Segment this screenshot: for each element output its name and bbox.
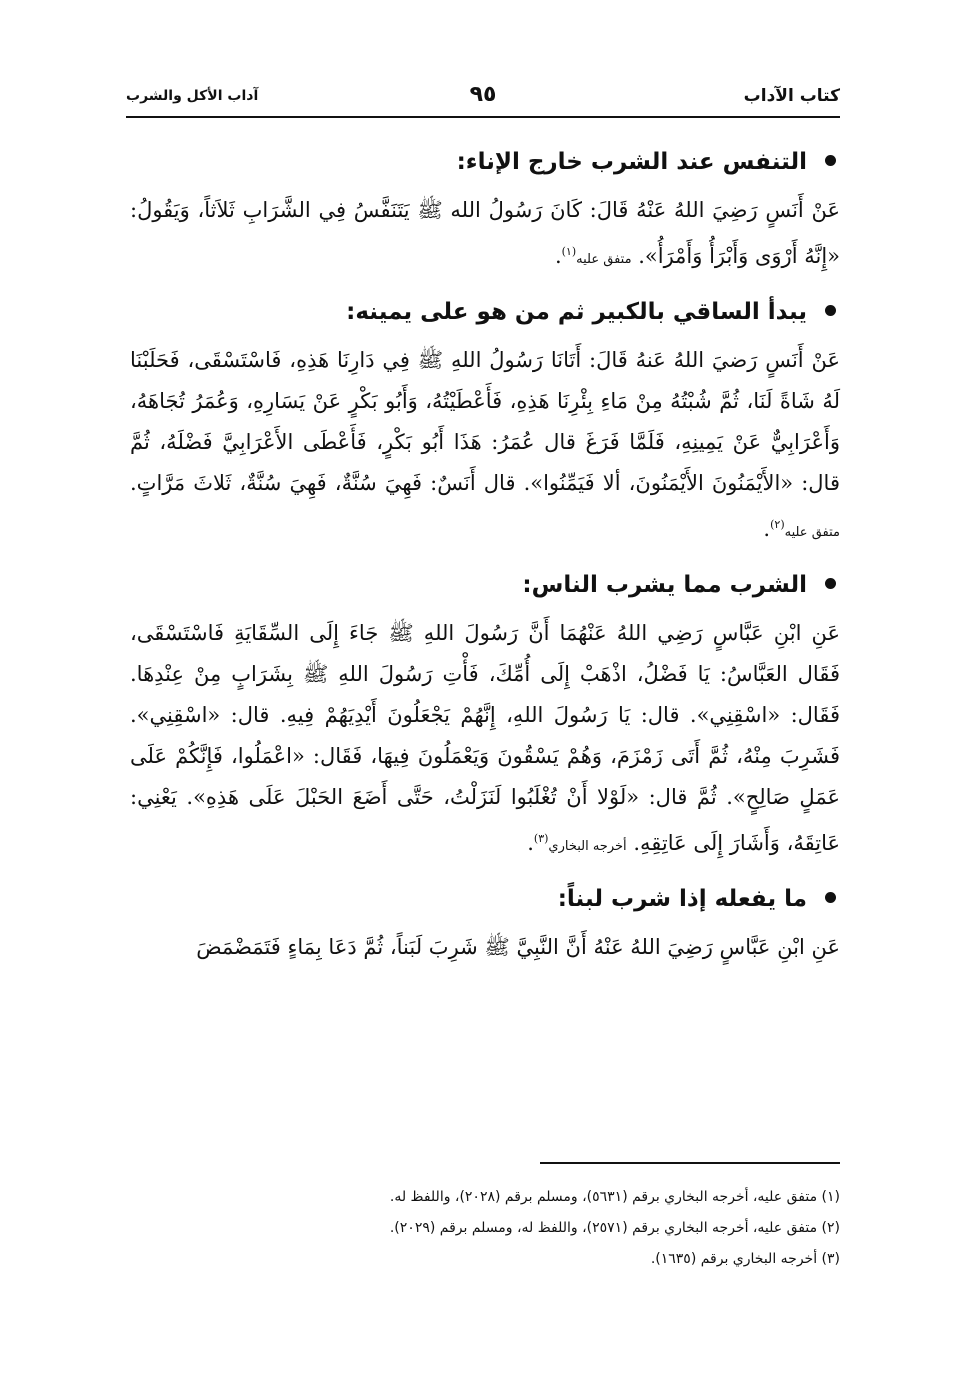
- footnote-marker[interactable]: (٢): [770, 518, 785, 531]
- hadith-paragraph-2: عَنْ أَنَسٍ رَضيَ اللهُ عَنهُ قَالَ: أَتَانَا رَسُولُ اللهِ ﷺ فِي دَارِنَا هَذِهِ، فَاسْتَسْقَى، فَحَلَبْنَا لَهُ شَاةً لَنَا، ثُمَّ شُبْتُهُ مِنْ مَاءِ بِئْرِنَا هَذِهِ، فَأَعْطَيْتُهُ، وَأَبُو بَكْرٍ عَنْ يَسَارِهِ، وَعُمَرُ تُجَاهَهُ، وَأَعْرَابِيٌّ عَنْ يَمِينِهِ، فَلَمَّا فَرَغَ قال عُمَرُ: هَذَا أَبُو بَكْرٍ، فَأَعْطَى الأَعْرَابِيَّ فَضْلَهُ، ثُمَّ قال: «الأَيْمَنُونَ الأَيْمَنُونَ، ألا فَيَمِّنُوا». قال أَنَسٌ: فَهِيَ سُنَّةٌ، فَهِيَ سُنَّةٌ، ثَلاثَ مَرَّاتٍ. متفق عليه$^{(٢)}$.: [130, 348, 840, 541]
- footnote-divider: [540, 1162, 840, 1164]
- page-number: ٩٥: [469, 82, 497, 107]
- header-divider: [126, 116, 840, 118]
- bullet-icon: [825, 305, 836, 316]
- footnote-marker[interactable]: (٣): [533, 832, 549, 845]
- footnote-marker[interactable]: (١): [561, 245, 577, 258]
- section-heading-4: ما يفعله إذا شرب لبناً:: [130, 883, 840, 915]
- footnotes: [130, 1182, 840, 1275]
- bullet-icon: [825, 578, 836, 589]
- source-note: أخرجه البخاري: [548, 839, 627, 854]
- hadith-paragraph-3: عَنِ ابْنِ عَبَّاسٍ رَضِي اللهُ عَنْهُمَا أَنَّ رَسُولَ اللهِ ﷺ جَاءَ إِلَى السِّقَايَةِ فَاسْتَسْقَى، فَقَال العَبَّاسُ: يَا فَضْلُ، اذْهَبْ إِلَى أُمِّكَ، فَأْتِ رَسُولَ اللهِ ﷺ بِشَرَابٍ مِنْ عِنْدِهَا. فَقَال: «اسْقِنِي». قال: يَا رَسُولَ اللهِ، إِنَّهُمْ يَجْعَلُونَ أَيْدِيَهُمْ فِيهِ. قال: «اسْقِنِي». فَشَرِبَ مِنْهُ، ثُمَّ أَتَى زَمْزَمَ، وَهُمْ يَسْقُونَ وَيَعْمَلُونَ فِيهَا، فَقَال: «اعْمَلُوا، فَإِنَّكُمْ عَلَى عَمَلٍ صَالِحٍ». ثُمَّ قال: «لَوْلا أَنْ تُغْلَبُوا لَنَزَلْتُ، حَتَّى أَضَعَ الحَبْلَ عَلَى هَذِهِ». يَعْنِي: عَاتِقَهُ، وَأَشَارَ إِلَى عَاتِقِهِ. أخرجه البخاري$^{(٣)}$.: [130, 621, 840, 855]
- source-note: متفق عليه: [576, 252, 632, 267]
- hadith-paragraph-1: عَنْ أَنَسٍ رَضِيَ اللهُ عَنْهُ قَالَ: كَانَ رَسُولُ الله ﷺ يَتَنَفَّسُ فِي الشَّرَابِ ثَلاَثاً، وَيَقُولُ: «إِنَّهُ أَرْوَى وَأَبْرَأُ وَأَمْرَأُ». متفق عليه$^{(١)}$.: [130, 198, 840, 268]
- footnote-1: (١) متفق عليه، أخرجه البخاري برقم (٥٦٣١)، ومسلم برقم (٢٠٢٨)، واللفظ له.: [389, 1189, 840, 1205]
- bullet-icon: [825, 892, 836, 903]
- section-heading-2: يبدأ الساقي بالكبير ثم من هو على يمينه:: [130, 296, 840, 328]
- section-heading-1: التنفس عند الشرب خارج الإناء:: [130, 146, 840, 178]
- footnote-2: (٢) متفق عليه، أخرجه البخاري برقم (٢٥٧١)، واللفظ له، ومسلم برقم (٢٠٢٩).: [389, 1220, 840, 1236]
- hadith-paragraph-4: عَنِ ابْنِ عَبَّاسٍ رَضِيَ اللهُ عَنْهُ أَنَّ النَّبِيَّ ﷺ شَرِبَ لَبَناً، ثُمَّ دَعَا بِمَاءٍ فَتَمَضْمَضَ: [196, 935, 840, 959]
- running-header: [126, 82, 840, 112]
- book-title: كتاب الآداب: [743, 86, 840, 106]
- bullet-icon: [825, 155, 836, 166]
- chapter-title: آداب الأكل والشرب: [126, 88, 259, 104]
- section-heading-3: الشرب مما يشرب الناس:: [130, 569, 840, 601]
- source-note: متفق عليه: [784, 525, 840, 540]
- main-text: [130, 146, 840, 984]
- footnote-3: (٣) أخرجه البخاري برقم (١٦٣٥).: [650, 1251, 840, 1267]
